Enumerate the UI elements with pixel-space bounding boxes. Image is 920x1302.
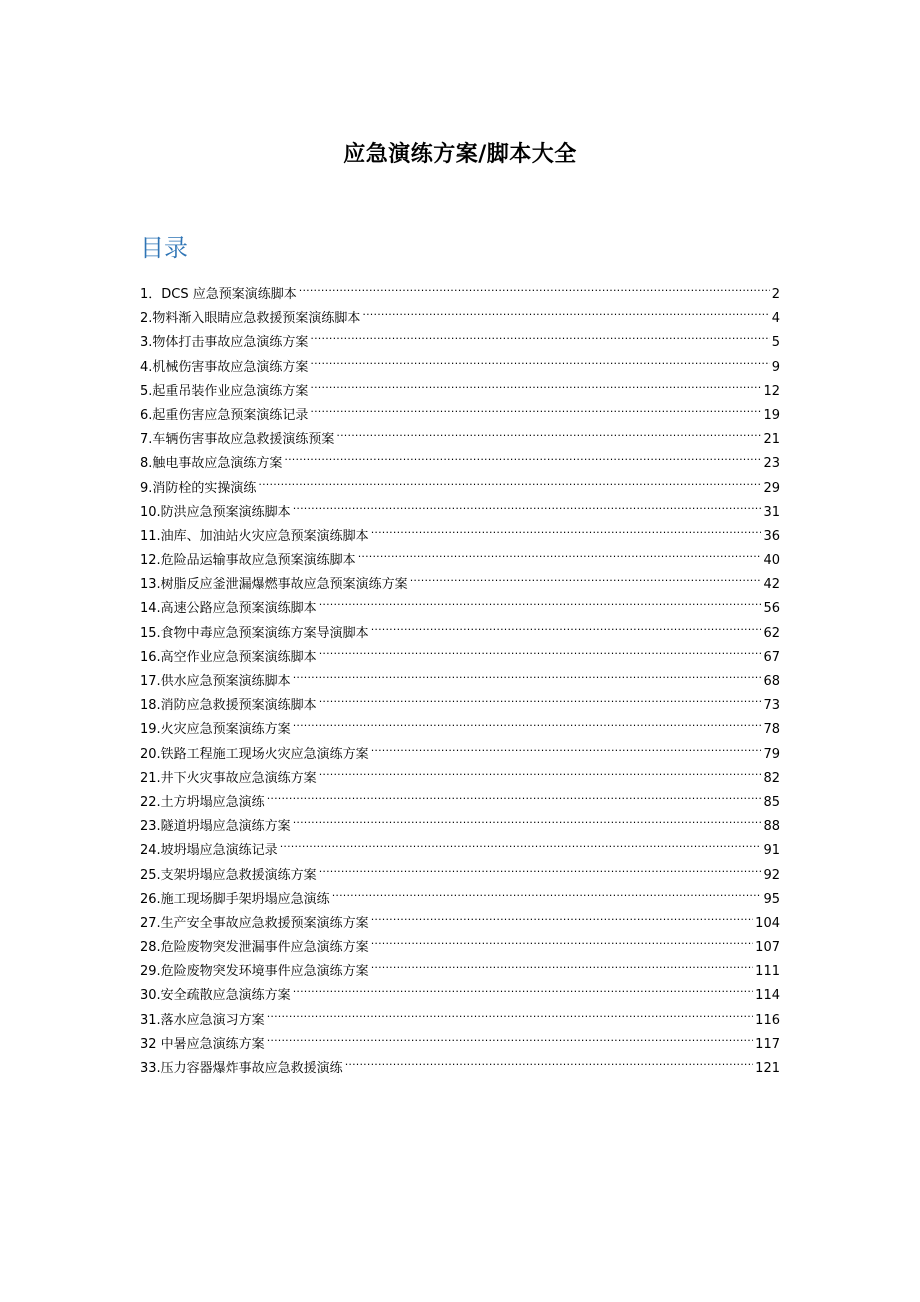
toc-entry-page-number: 116 <box>755 1012 780 1028</box>
toc-entry-page-number: 85 <box>763 794 780 810</box>
toc-entry-label: 6.起重伤害应急预案演练记录 <box>140 407 309 423</box>
toc-dot-leader <box>310 347 769 371</box>
toc-entry-page-number: 91 <box>763 843 780 859</box>
toc-entry-label: 7.车辆伤害事故应急救援演练预案 <box>140 432 335 448</box>
table-of-contents <box>140 274 780 1076</box>
toc-entry-page-number: 62 <box>763 625 780 641</box>
toc-entry-label: 18.消防应急救援预案演练脚本 <box>140 698 317 714</box>
toc-entry-label: 5.起重吊装作业应急演练方案 <box>140 383 309 399</box>
toc-dot-leader <box>345 1048 753 1072</box>
toc-entry-page-number: 12 <box>763 383 780 399</box>
toc-entry-page-number: 95 <box>763 891 780 907</box>
toc-entry-label: 27.生产安全事故应急救援预案演练方案 <box>140 915 369 931</box>
toc-entry-page-number: 9 <box>771 359 780 375</box>
toc-entry-label: 16.高空作业应急预案演练脚本 <box>140 649 317 665</box>
toc-dot-leader <box>336 419 761 443</box>
toc-dot-leader <box>319 588 762 612</box>
toc-dot-leader <box>319 855 762 879</box>
toc-entry-page-number: 114 <box>755 988 780 1004</box>
toc-entry-page-number: 40 <box>763 553 780 569</box>
toc-entry-label: 2.物料渐入眼睛应急救援预案演练脚本 <box>140 311 361 327</box>
toc-entry-page-number: 79 <box>763 746 780 762</box>
toc-dot-leader <box>267 1000 753 1024</box>
toc-entry-label: 25.支架坍塌应急救援演练方案 <box>140 867 317 883</box>
toc-entry-page-number: 111 <box>755 964 780 980</box>
toc-entry-label: 33.压力容器爆炸事故应急救援演练 <box>140 1061 343 1076</box>
toc-entry[interactable] <box>140 274 780 302</box>
toc-entry-label: 24.坡坍塌应急演练记录 <box>140 843 278 859</box>
toc-entry-page-number: 56 <box>763 601 780 617</box>
toc-entry-page-number: 68 <box>763 674 780 689</box>
toc-dot-leader <box>410 564 762 588</box>
toc-entry-label: 26.施工现场脚手架坍塌应急演练 <box>140 891 330 907</box>
toc-entry-page-number: 23 <box>763 456 780 472</box>
toc-entry-label: 4.机械伤害事故应急演练方案 <box>140 359 309 375</box>
toc-entry-page-number: 88 <box>763 819 780 835</box>
toc-entry-page-number: 104 <box>755 915 780 931</box>
toc-dot-leader <box>310 371 761 395</box>
toc-dot-leader <box>293 492 762 516</box>
toc-entry-label: 31.落水应急演习方案 <box>140 1012 265 1028</box>
toc-entry-label: 17.供水应急预案演练脚本 <box>140 674 291 689</box>
toc-dot-leader <box>371 613 762 637</box>
toc-entry-label: 3.物体打击事故应急演练方案 <box>140 335 309 351</box>
toc-entry-label: 20.铁路工程施工现场火灾应急演练方案 <box>140 746 369 762</box>
toc-entry-label: 1．DCS 应急预案演练脚本 <box>140 287 297 302</box>
toc-dot-leader <box>362 298 769 322</box>
toc-entry-page-number: 5 <box>771 335 780 351</box>
toc-entry-page-number: 67 <box>763 649 780 665</box>
toc-entry-page-number: 36 <box>763 528 780 544</box>
toc-entry-page-number: 82 <box>763 770 780 786</box>
toc-dot-leader <box>319 637 762 661</box>
toc-dot-leader <box>319 758 762 782</box>
toc-dot-leader <box>371 951 753 975</box>
toc-entry-page-number: 2 <box>771 287 780 302</box>
toc-entry-page-number: 107 <box>755 940 780 956</box>
toc-entry-label: 30.安全疏散应急演练方案 <box>140 988 291 1004</box>
toc-entry-label: 23.隧道坍塌应急演练方案 <box>140 819 291 835</box>
toc-entry-label: 32 中暑应急演练方案 <box>140 1036 265 1052</box>
toc-heading: 目录 <box>140 234 188 262</box>
toc-dot-leader <box>310 395 761 419</box>
document-title: 应急演练方案/脚本大全 <box>343 142 577 167</box>
toc-entry-label: 28.危险废物突发泄漏事件应急演练方案 <box>140 940 369 956</box>
toc-dot-leader <box>371 927 753 951</box>
toc-entry-page-number: 73 <box>763 698 780 714</box>
toc-entry-page-number: 42 <box>763 577 780 593</box>
toc-entry-page-number: 29 <box>763 480 780 496</box>
toc-entry-label: 22.土方坍塌应急演练 <box>140 794 265 810</box>
toc-dot-leader <box>280 830 762 854</box>
toc-dot-leader <box>299 274 770 298</box>
toc-dot-leader <box>293 806 762 830</box>
toc-dot-leader <box>310 322 769 346</box>
toc-entry-label: 8.触电事故应急演练方案 <box>140 456 283 472</box>
toc-dot-leader <box>371 734 762 758</box>
toc-entry-label: 19.火灾应急预案演练方案 <box>140 722 291 738</box>
toc-entry-page-number: 92 <box>763 867 780 883</box>
toc-entry-label: 15.食物中毒应急预案演练方案导演脚本 <box>140 625 369 641</box>
toc-entry-label: 29.危险废物突发环境事件应急演练方案 <box>140 964 369 980</box>
toc-entry-page-number: 4 <box>771 311 780 327</box>
toc-dot-leader <box>267 1024 753 1048</box>
toc-entry-page-number: 117 <box>755 1036 780 1052</box>
toc-dot-leader <box>284 443 761 467</box>
toc-dot-leader <box>258 468 761 492</box>
toc-entry-label: 11.油库、加油站火灾应急预案演练脚本 <box>140 528 369 544</box>
toc-dot-leader <box>293 661 762 685</box>
toc-entry-page-number: 21 <box>763 432 780 448</box>
toc-entry-page-number: 121 <box>755 1061 780 1076</box>
toc-dot-leader <box>358 540 762 564</box>
toc-entry-page-number: 31 <box>763 504 780 520</box>
toc-dot-leader <box>293 975 753 999</box>
toc-dot-leader <box>319 685 762 709</box>
toc-dot-leader <box>332 879 762 903</box>
toc-dot-leader <box>267 782 762 806</box>
toc-entry-label: 9.消防栓的实操演练 <box>140 480 257 496</box>
toc-dot-leader <box>371 903 753 927</box>
toc-entry-label: 10.防洪应急预案演练脚本 <box>140 504 291 520</box>
toc-entry-label: 12.危险品运输事故应急预案演练脚本 <box>140 553 356 569</box>
toc-entry-page-number: 19 <box>763 407 780 423</box>
toc-entry-label: 21.井下火灾事故应急演练方案 <box>140 770 317 786</box>
toc-dot-leader <box>293 709 762 733</box>
toc-entry-label: 13.树脂反应釜泄漏爆燃事故应急预案演练方案 <box>140 577 408 593</box>
toc-entry-page-number: 78 <box>763 722 780 738</box>
toc-entry-label: 14.高速公路应急预案演练脚本 <box>140 601 317 617</box>
toc-dot-leader <box>371 516 762 540</box>
